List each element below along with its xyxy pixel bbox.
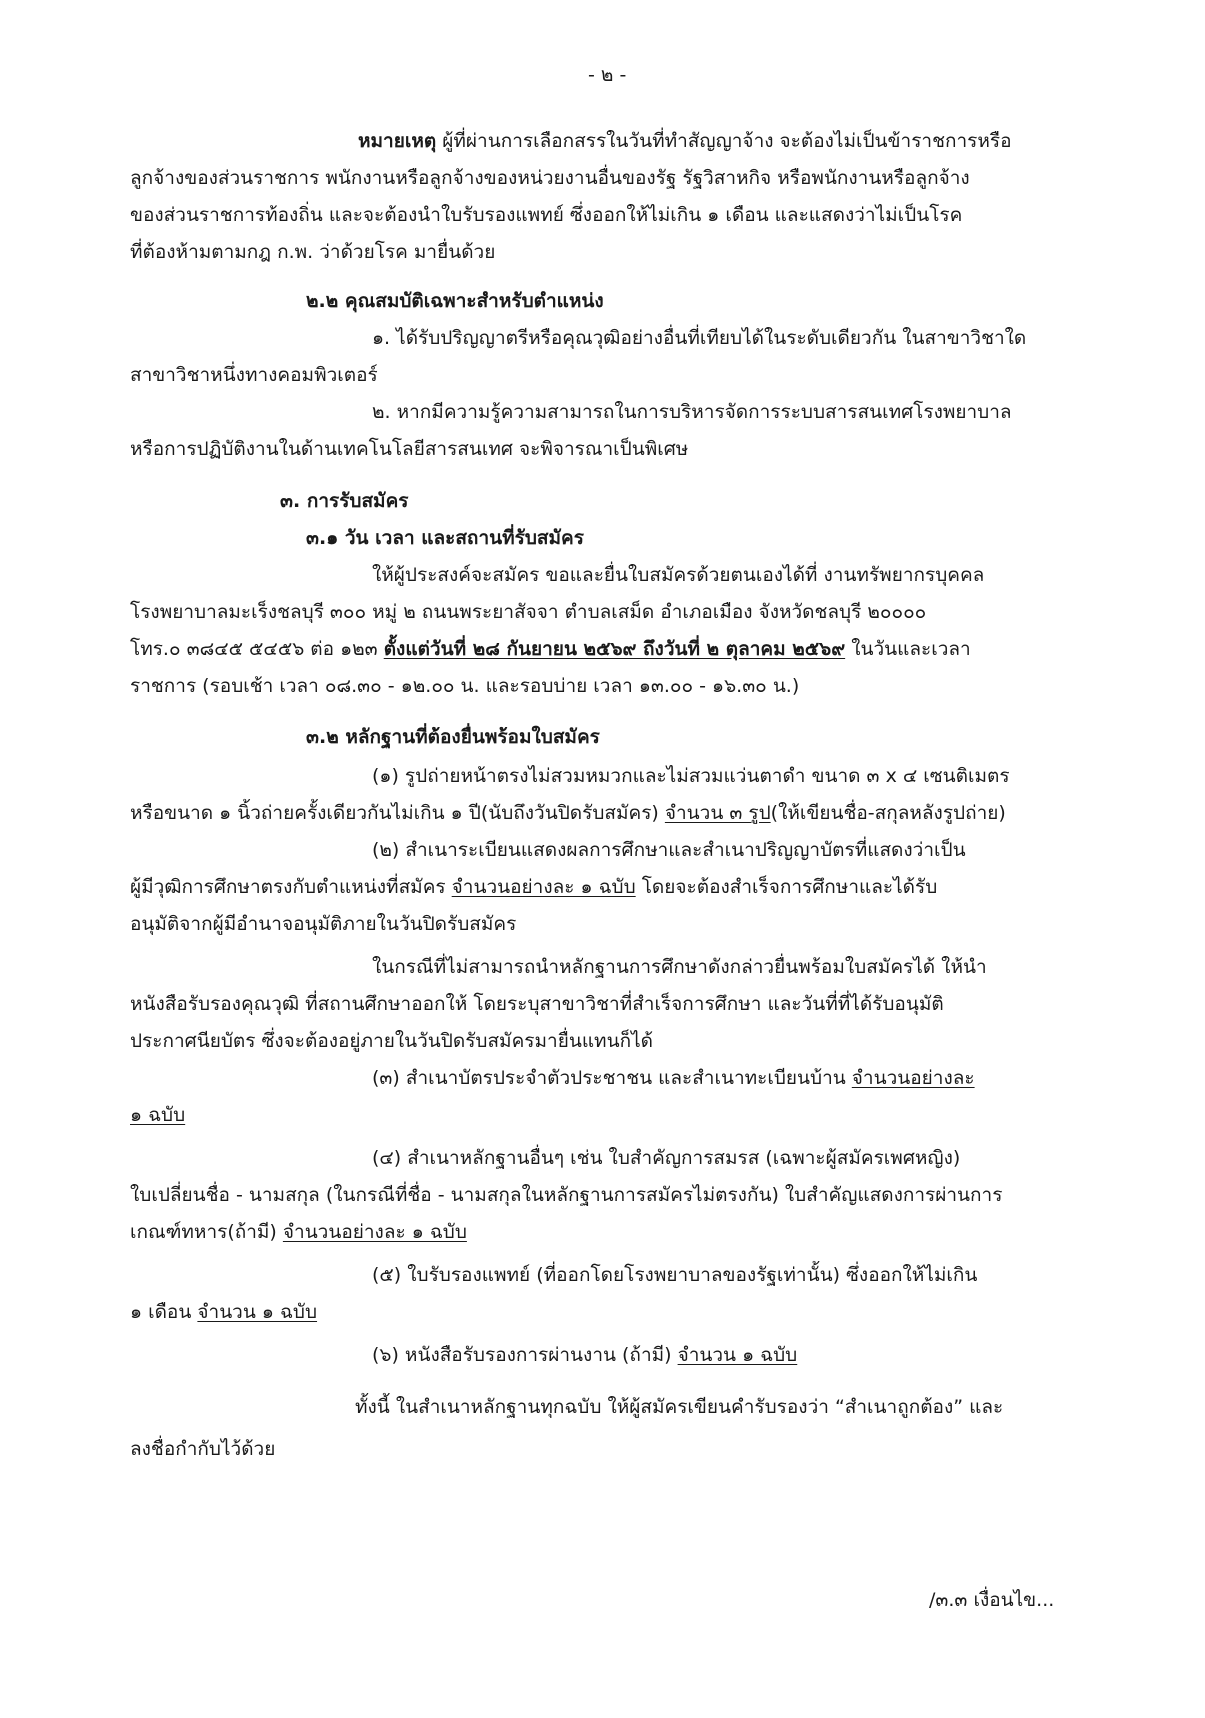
sec-2-2-item1-line1: ๑. ได้รับปริญญาตรีหรือคุณวุฒิอย่างอื่นที่เทียบได้ในระดับเดียวกัน ในสาขาวิชาใด — [372, 327, 1027, 349]
doc-item4-quantity: จำนวนอย่างละ ๑ ฉบับ — [282, 1221, 467, 1243]
sec-3-1-line3-tail: ในวันและเวลา — [851, 638, 971, 660]
doc-item3-line2: ๑ ฉบับ — [130, 1104, 186, 1126]
section-2-2-heading: ๒.๒ คุณสมบัติเฉพาะสำหรับตำแหน่ง — [306, 290, 604, 312]
doc-item1-text: หรือขนาด ๑ นิ้วถ่ายครั้งเดียวกันไม่เกิน ๑ ปี(นับถึงวันปิดรับสมัคร) — [130, 802, 659, 824]
doc-item6-text: (๖) หนังสือรับรองการผ่านงาน (ถ้ามี) — [372, 1344, 672, 1366]
note-label: หมายเหตุ — [358, 130, 437, 152]
doc-item4-line2: ใบเปลี่ยนชื่อ - นามสกุล (ในกรณีที่ชื่อ - นามสกุลในหลักฐานการสมัครไม่ตรงกัน) ใบสำคัญแสดงการผ่านการ — [130, 1184, 1003, 1206]
section-3-2-heading: ๓.๒ หลักฐานที่ต้องยื่นพร้อมใบสมัคร — [306, 726, 600, 748]
continue-marker: /๓.๓ เงื่อนไข... — [929, 1589, 1055, 1611]
doc-item2-line3: อนุมัติจากผู้มีอำนาจอนุมัติภายในวันปิดรับสมัคร — [130, 913, 517, 935]
doc-item1-note: (ให้เขียนชื่อ-สกุลหลังรูปถ่าย) — [770, 802, 1006, 824]
case-line2: หนังสือรับรองคุณวุฒิ ที่สถานศึกษาออกให้ โดยระบุสาขาวิชาที่สำเร็จการศึกษา และวันที่ที่ได้รับอนุมัติ — [130, 993, 944, 1015]
doc-item4-line3 — [130, 1223, 467, 1242]
closing-line2: ลงชื่อกำกับไว้ด้วย — [130, 1438, 276, 1460]
doc-item4-text: เกณฑ์ทหาร(ถ้ามี) — [130, 1221, 277, 1243]
sec-3-1-line2: โรงพยาบาลมะเร็งชลบุรี ๓๐๐ หมู่ ๒ ถนนพระยาสัจจา ตำบลเสม็ด อำเภอเมือง จังหวัดชลบุรี ๒๐๐๐๐ — [130, 601, 927, 623]
doc-item6-quantity: จำนวน ๑ ฉบับ — [677, 1344, 798, 1366]
sec-2-2-item2-line2: หรือการปฏิบัติงานในด้านเทคโนโลยีสารสนเทศ จะพิจารณาเป็นพิเศษ — [130, 438, 689, 460]
closing-line1: ทั้งนี้ ในสำเนาหลักฐานทุกฉบับ ให้ผู้สมัครเขียนคำรับรองว่า “สำเนาถูกต้อง” และ — [355, 1396, 1004, 1418]
case-line1: ในกรณีที่ไม่สามารถนำหลักฐานการศึกษาดังกล่าวยื่นพร้อมใบสมัครได้ ให้นำ — [372, 956, 987, 978]
doc-item5-line1: (๕) ใบรับรองแพทย์ (ที่ออกโดยโรงพยาบาลของรัฐเท่านั้น) ซึ่งออกให้ไม่เกิน — [372, 1264, 978, 1286]
section-3-1-heading: ๓.๑ วัน เวลา และสถานที่รับสมัคร — [306, 527, 584, 549]
page-number: - ๒ - — [588, 64, 627, 86]
doc-item2-line1: (๒) สำเนาระเบียนแสดงผลการศึกษาและสำเนาปริญญาบัตรที่แสดงว่าเป็น — [372, 839, 966, 861]
sec-3-1-line4: ราชการ (รอบเช้า เวลา ๐๘.๓๐ - ๑๒.๐๐ น. และรอบบ่าย เวลา ๑๓.๐๐ - ๑๖.๓๐ น.) — [130, 675, 800, 697]
doc-item2-text: ผู้มีวุฒิการศึกษาตรงกับตำแหน่งที่สมัคร — [130, 876, 446, 898]
doc-item1-quantity: จำนวน ๓ รูป — [664, 802, 771, 824]
note-line-3: ของส่วนราชการท้องถิ่น และจะต้องนำใบรับรองแพทย์ ซึ่งออกให้ไม่เกิน ๑ เดือน และแสดงว่าไม่เป็นโรค — [130, 204, 963, 226]
note-text-1: ผู้ที่ผ่านการเลือกสรรในวันที่ทำสัญญาจ้าง จะต้องไม่เป็นข้าราชการหรือ — [442, 130, 1012, 152]
doc-item6 — [372, 1346, 797, 1365]
case-line3: ประกาศนียบัตร ซึ่งจะต้องอยู่ภายในวันปิดรับสมัครมายื่นแทนก็ได้ — [130, 1030, 653, 1052]
doc-item2-tail: โดยจะต้องสำเร็จการศึกษาและได้รับ — [641, 876, 938, 898]
doc-item2-line2 — [130, 878, 937, 897]
doc-item3-text: (๓) สำเนาบัตรประจำตัวประชาชน และสำเนาทะเบียนบ้าน — [372, 1067, 846, 1089]
note-line-1 — [358, 132, 1012, 151]
doc-item2-quantity: จำนวนอย่างละ ๑ ฉบับ — [451, 876, 636, 898]
sec-2-2-item1-line2: สาขาวิชาหนึ่งทางคอมพิวเตอร์ — [130, 364, 378, 386]
doc-item3-quantity: จำนวนอย่างละ — [851, 1067, 975, 1089]
phone-text: โทร.๐ ๓๘๔๕ ๕๔๕๖ ต่อ ๑๒๓ — [130, 638, 378, 660]
sec-3-1-line1: ให้ผู้ประสงค์จะสมัคร ขอและยื่นใบสมัครด้วยตนเองได้ที่ งานทรัพยากรบุคคล — [372, 564, 985, 586]
application-period: ตั้งแต่วันที่ ๒๘ กันยายน ๒๕๖๙ ถึงวันที่ ๒ ตุลาคม ๒๕๖๙ — [383, 638, 846, 660]
doc-item3-line1 — [372, 1069, 975, 1088]
doc-item4-line1: (๔) สำเนาหลักฐานอื่นๆ เช่น ใบสำคัญการสมรส (เฉพาะผู้สมัครเพศหญิง) — [372, 1147, 961, 1169]
doc-item5-text: ๑ เดือน — [130, 1301, 192, 1323]
note-line-2: ลูกจ้างของส่วนราชการ พนักงานหรือลูกจ้างของหน่วยงานอื่นของรัฐ รัฐวิสาหกิจ หรือพนักงานหรือลูกจ้าง — [130, 167, 970, 189]
doc-item1-line1: (๑) รูปถ่ายหน้าตรงไม่สวมหมวกและไม่สวมแว่นตาดำ ขนาด ๓ x ๔ เซนติเมตร — [372, 765, 1010, 787]
section-3-heading: ๓. การรับสมัคร — [280, 490, 409, 512]
sec-2-2-item2-line1: ๒. หากมีความรู้ความสามารถในการบริหารจัดการระบบสารสนเทศโรงพยาบาล — [372, 401, 1012, 423]
note-line-4: ที่ต้องห้ามตามกฎ ก.พ. ว่าด้วยโรค มายื่นด้วย — [130, 241, 496, 263]
doc-item1-line2 — [130, 804, 1006, 823]
doc-item5-quantity: จำนวน ๑ ฉบับ — [197, 1301, 318, 1323]
doc-item5-line2 — [130, 1303, 317, 1322]
sec-3-1-line3 — [130, 640, 971, 659]
